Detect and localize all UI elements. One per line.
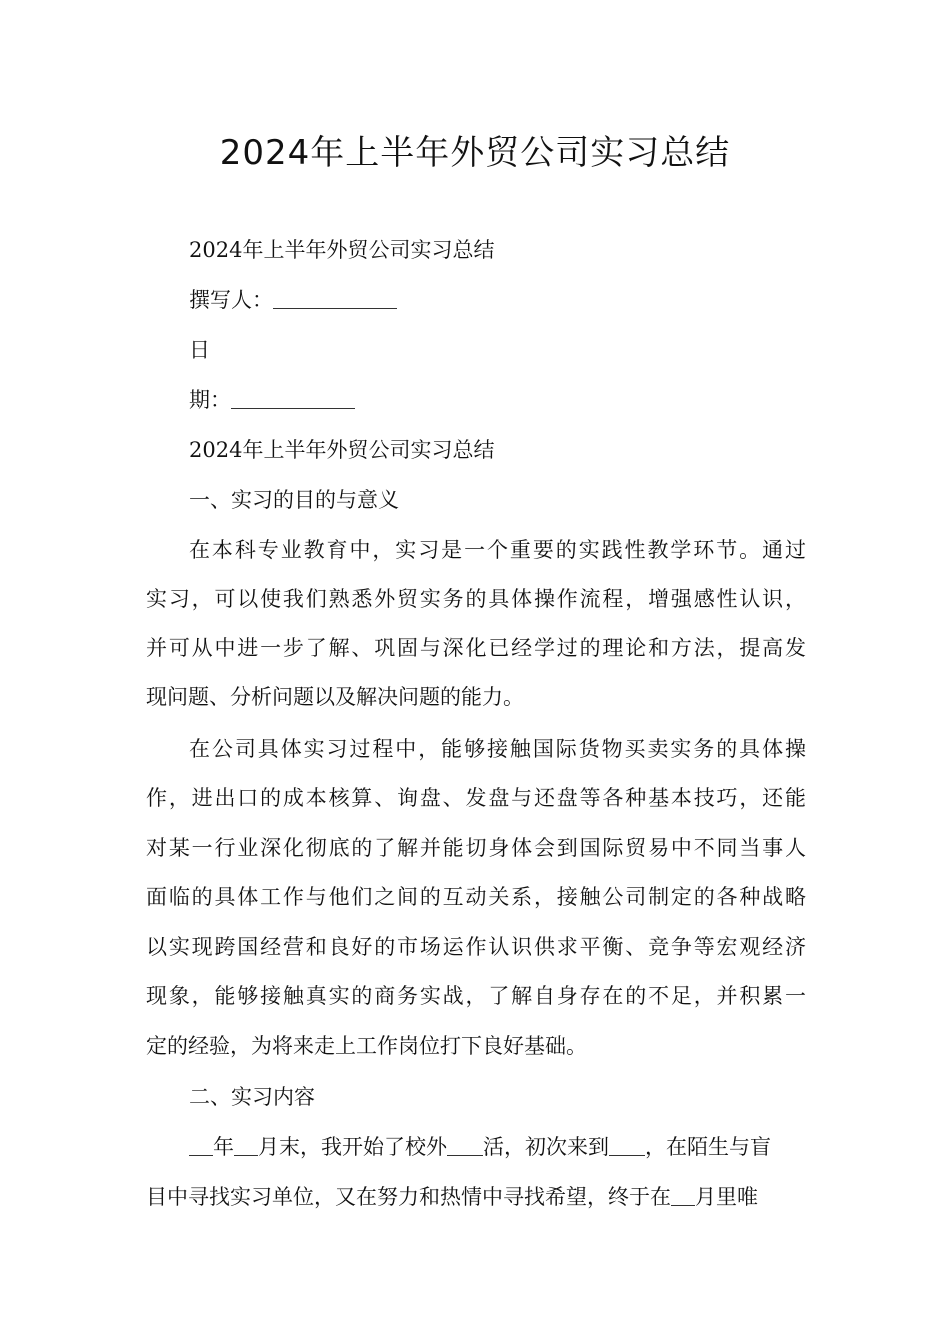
s1p2-line-4: 面临的具体工作与他们之间的互动关系，接触公司制定的各种战略 <box>146 885 806 909</box>
date-blank <box>231 386 355 409</box>
date-line <box>189 385 849 415</box>
subtitle-repeat: 2024年上半年外贸公司实习总结 <box>189 438 495 462</box>
date-label-1: 日 <box>189 338 210 362</box>
activity-blank <box>447 1133 483 1156</box>
s1p2-line-2: 作，进出口的成本核算、询盘、发盘与还盘等各种基本技巧，还能 <box>146 786 806 810</box>
s2-text-e: 月里唯 <box>695 1185 758 1209</box>
author-line <box>189 285 849 315</box>
month2-blank <box>671 1183 695 1206</box>
s1p2-line-7: 定的经验，为将来走上工作岗位打下良好基础。 <box>146 1034 587 1058</box>
document-title: 2024年上半年外贸公司实习总结 <box>219 133 731 173</box>
month-blank <box>234 1133 258 1156</box>
author-label: 撰写人： <box>189 288 273 312</box>
author-blank <box>273 286 397 309</box>
date-label-2: 期： <box>189 388 231 412</box>
subtitle: 2024年上半年外贸公司实习总结 <box>189 238 495 262</box>
s2p1-line-1 <box>189 1132 806 1162</box>
s1p1-line-1: 在本科专业教育中，实习是一个重要的实践性教学环节。通过 <box>189 538 806 562</box>
section1-heading: 一、实习的目的与意义 <box>189 488 399 512</box>
s1p2-line-5: 以实现跨国经营和良好的市场运作认识供求平衡、竞争等宏观经济 <box>146 935 806 959</box>
s1p2-line-1: 在公司具体实习过程中，能够接触国际货物买卖实务的具体操 <box>189 737 806 761</box>
s2-text-a: 月末，我开始了校外 <box>258 1135 447 1159</box>
s1p1-line-4: 现问题、分析问题以及解决问题的能力。 <box>146 685 524 709</box>
section2-heading: 二、实习内容 <box>189 1085 315 1109</box>
place-blank <box>609 1133 645 1156</box>
year-blank <box>189 1133 213 1156</box>
s1p2-line-6: 现象，能够接触真实的商务实战，了解自身存在的不足，并积累一 <box>146 984 806 1008</box>
s2-text-b: 活，初次来到 <box>483 1135 609 1159</box>
s2-text-c: ，在陌生与盲 <box>645 1135 771 1159</box>
s1p2-line-3: 对某一行业深化彻底的了解并能切身体会到国际贸易中不同当事人 <box>146 836 806 860</box>
s2p1-line-2 <box>146 1182 806 1212</box>
s1p1-line-3: 并可从中进一步了解、巩固与深化已经学过的理论和方法，提高发 <box>146 636 806 660</box>
s1p1-line-2: 实习，可以使我们熟悉外贸实务的具体操作流程，增强感性认识， <box>146 587 806 611</box>
s2-year-text: 年 <box>213 1135 234 1159</box>
s2-text-d: 目中寻找实习单位，又在努力和热情中寻找希望，终于在 <box>146 1185 671 1209</box>
